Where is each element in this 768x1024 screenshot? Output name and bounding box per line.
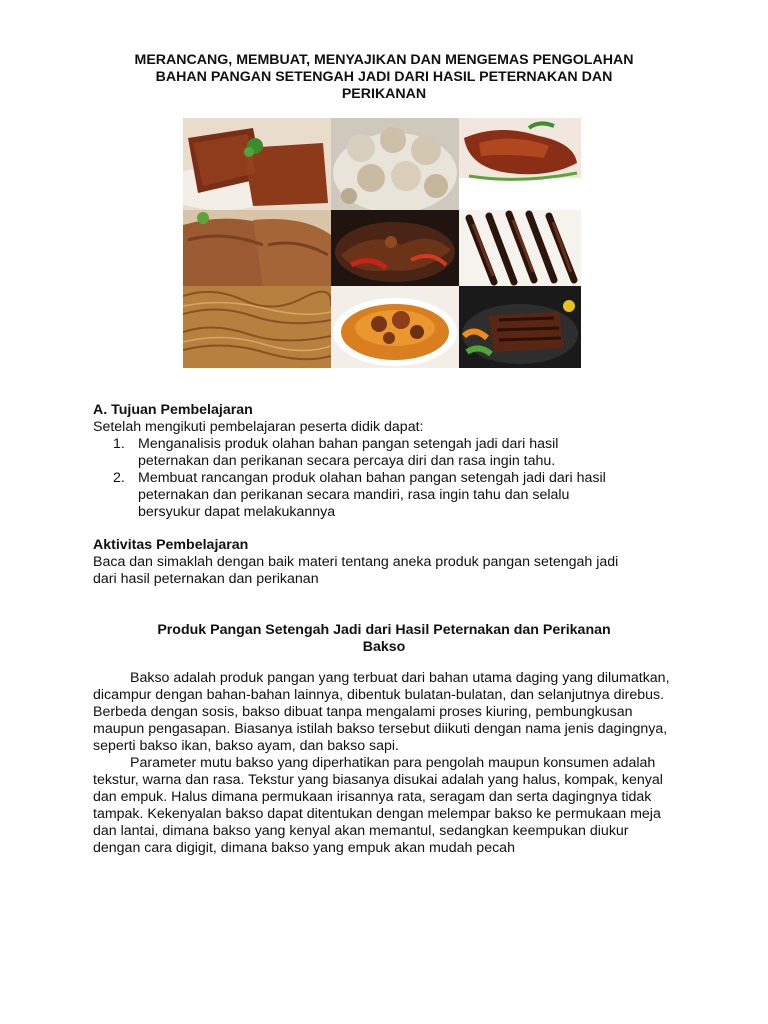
food-photo-collage bbox=[183, 118, 581, 368]
list-number: 2. bbox=[113, 470, 125, 486]
list-item-line: Membuat rancangan produk olahan bahan pangan setengah jadi dari hasil bbox=[138, 470, 606, 486]
curry-food-photo bbox=[331, 286, 459, 368]
fried-meat-food-photo bbox=[459, 118, 581, 210]
produk-heading-line-2: Bakso bbox=[362, 639, 406, 655]
title-line-3: PERIKANAN bbox=[341, 86, 427, 102]
bakso-paragraph-2: Parameter mutu bakso yang diperhatikan para pengolah maupun konsumen adalah tekstur, warna dan rasa. Tekstur yang biasanya disukai adalah yang halus, kompak, kenyal dan empuk. Halus dimana permukaan irisannya rata, seragam dan serta dagingnya tidak tampak. Kekenyalan bakso dapat ditentukan dengan melempar bakso ke permukaan meja dan lantai, dimana bakso yang kenyal akan memantul, sedangkan keempukan diukur dengan cara digigit, dimana bakso yang empuk akan mudah pecah bbox=[93, 755, 663, 856]
list-item-line: Menganalisis produk olahan bahan pangan setengah jadi dari hasil bbox=[138, 436, 559, 452]
bakso-food-photo bbox=[331, 118, 459, 210]
aktivitas-heading: Aktivitas Pembelajaran bbox=[93, 537, 249, 553]
list-item-line: bersyukur dapat melakukannya bbox=[138, 504, 336, 520]
dendeng-food-photo bbox=[183, 118, 331, 210]
bakso-paragraph-1: Bakso adalah produk pangan yang terbuat dari bahan utama daging yang dilumatkan, dicampur dengan bahan-bahan lainnya, dibentuk bulatan-bulatan, dan selanjutnya direbus. Berbeda dengan sosis, bakso dibuat tanpa mengalami proses kiuring, pembungkusan maupun pengasapan. Biasanya istilah bakso tersebut diikuti dengan nama jenis dagingnya, seperti bakso ikan, bakso ayam, dan bakso sapi. bbox=[93, 670, 670, 754]
abon-floss-food-photo bbox=[183, 286, 331, 368]
list-item-line: peternakan dan perikanan secara percaya diri dan rasa ingin tahu. bbox=[138, 453, 556, 469]
tujuan-intro: Setelah mengikuti pembelajaran peserta didik dapat: bbox=[93, 419, 424, 435]
produk-heading-line-1: Produk Pangan Setengah Jadi dari Hasil Peternakan dan Perikanan bbox=[157, 622, 611, 638]
sate-skewers-food-photo bbox=[459, 210, 581, 286]
list-item bbox=[113, 470, 673, 521]
list-item bbox=[113, 436, 673, 470]
produk-heading bbox=[96, 622, 672, 656]
list-item-line: peternakan dan perikanan secara mandiri, rasa ingin tahu dan selalu bbox=[138, 487, 570, 503]
list-number: 1. bbox=[113, 436, 125, 452]
bakso-body bbox=[93, 670, 673, 857]
grilled-meat-food-photo bbox=[459, 286, 581, 368]
tujuan-list bbox=[113, 436, 673, 521]
title-line-2: BAHAN PANGAN SETENGAH JADI DARI HASIL PETERNAKAN DAN bbox=[155, 69, 613, 85]
abon-slices-food-photo bbox=[183, 210, 331, 286]
tujuan-heading: A. Tujuan Pembelajaran bbox=[93, 402, 253, 418]
aktivitas-line-2: dari hasil peternakan dan perikanan bbox=[93, 571, 319, 587]
sambal-meat-food-photo bbox=[331, 210, 459, 286]
document-title bbox=[96, 52, 672, 103]
aktivitas-line-1: Baca dan simaklah dengan baik materi tentang aneka produk pangan setengah jadi bbox=[93, 554, 619, 570]
title-line-1: MERANCANG, MEMBUAT, MENYAJIKAN DAN MENGEMAS PENGOLAHAN bbox=[134, 52, 634, 68]
